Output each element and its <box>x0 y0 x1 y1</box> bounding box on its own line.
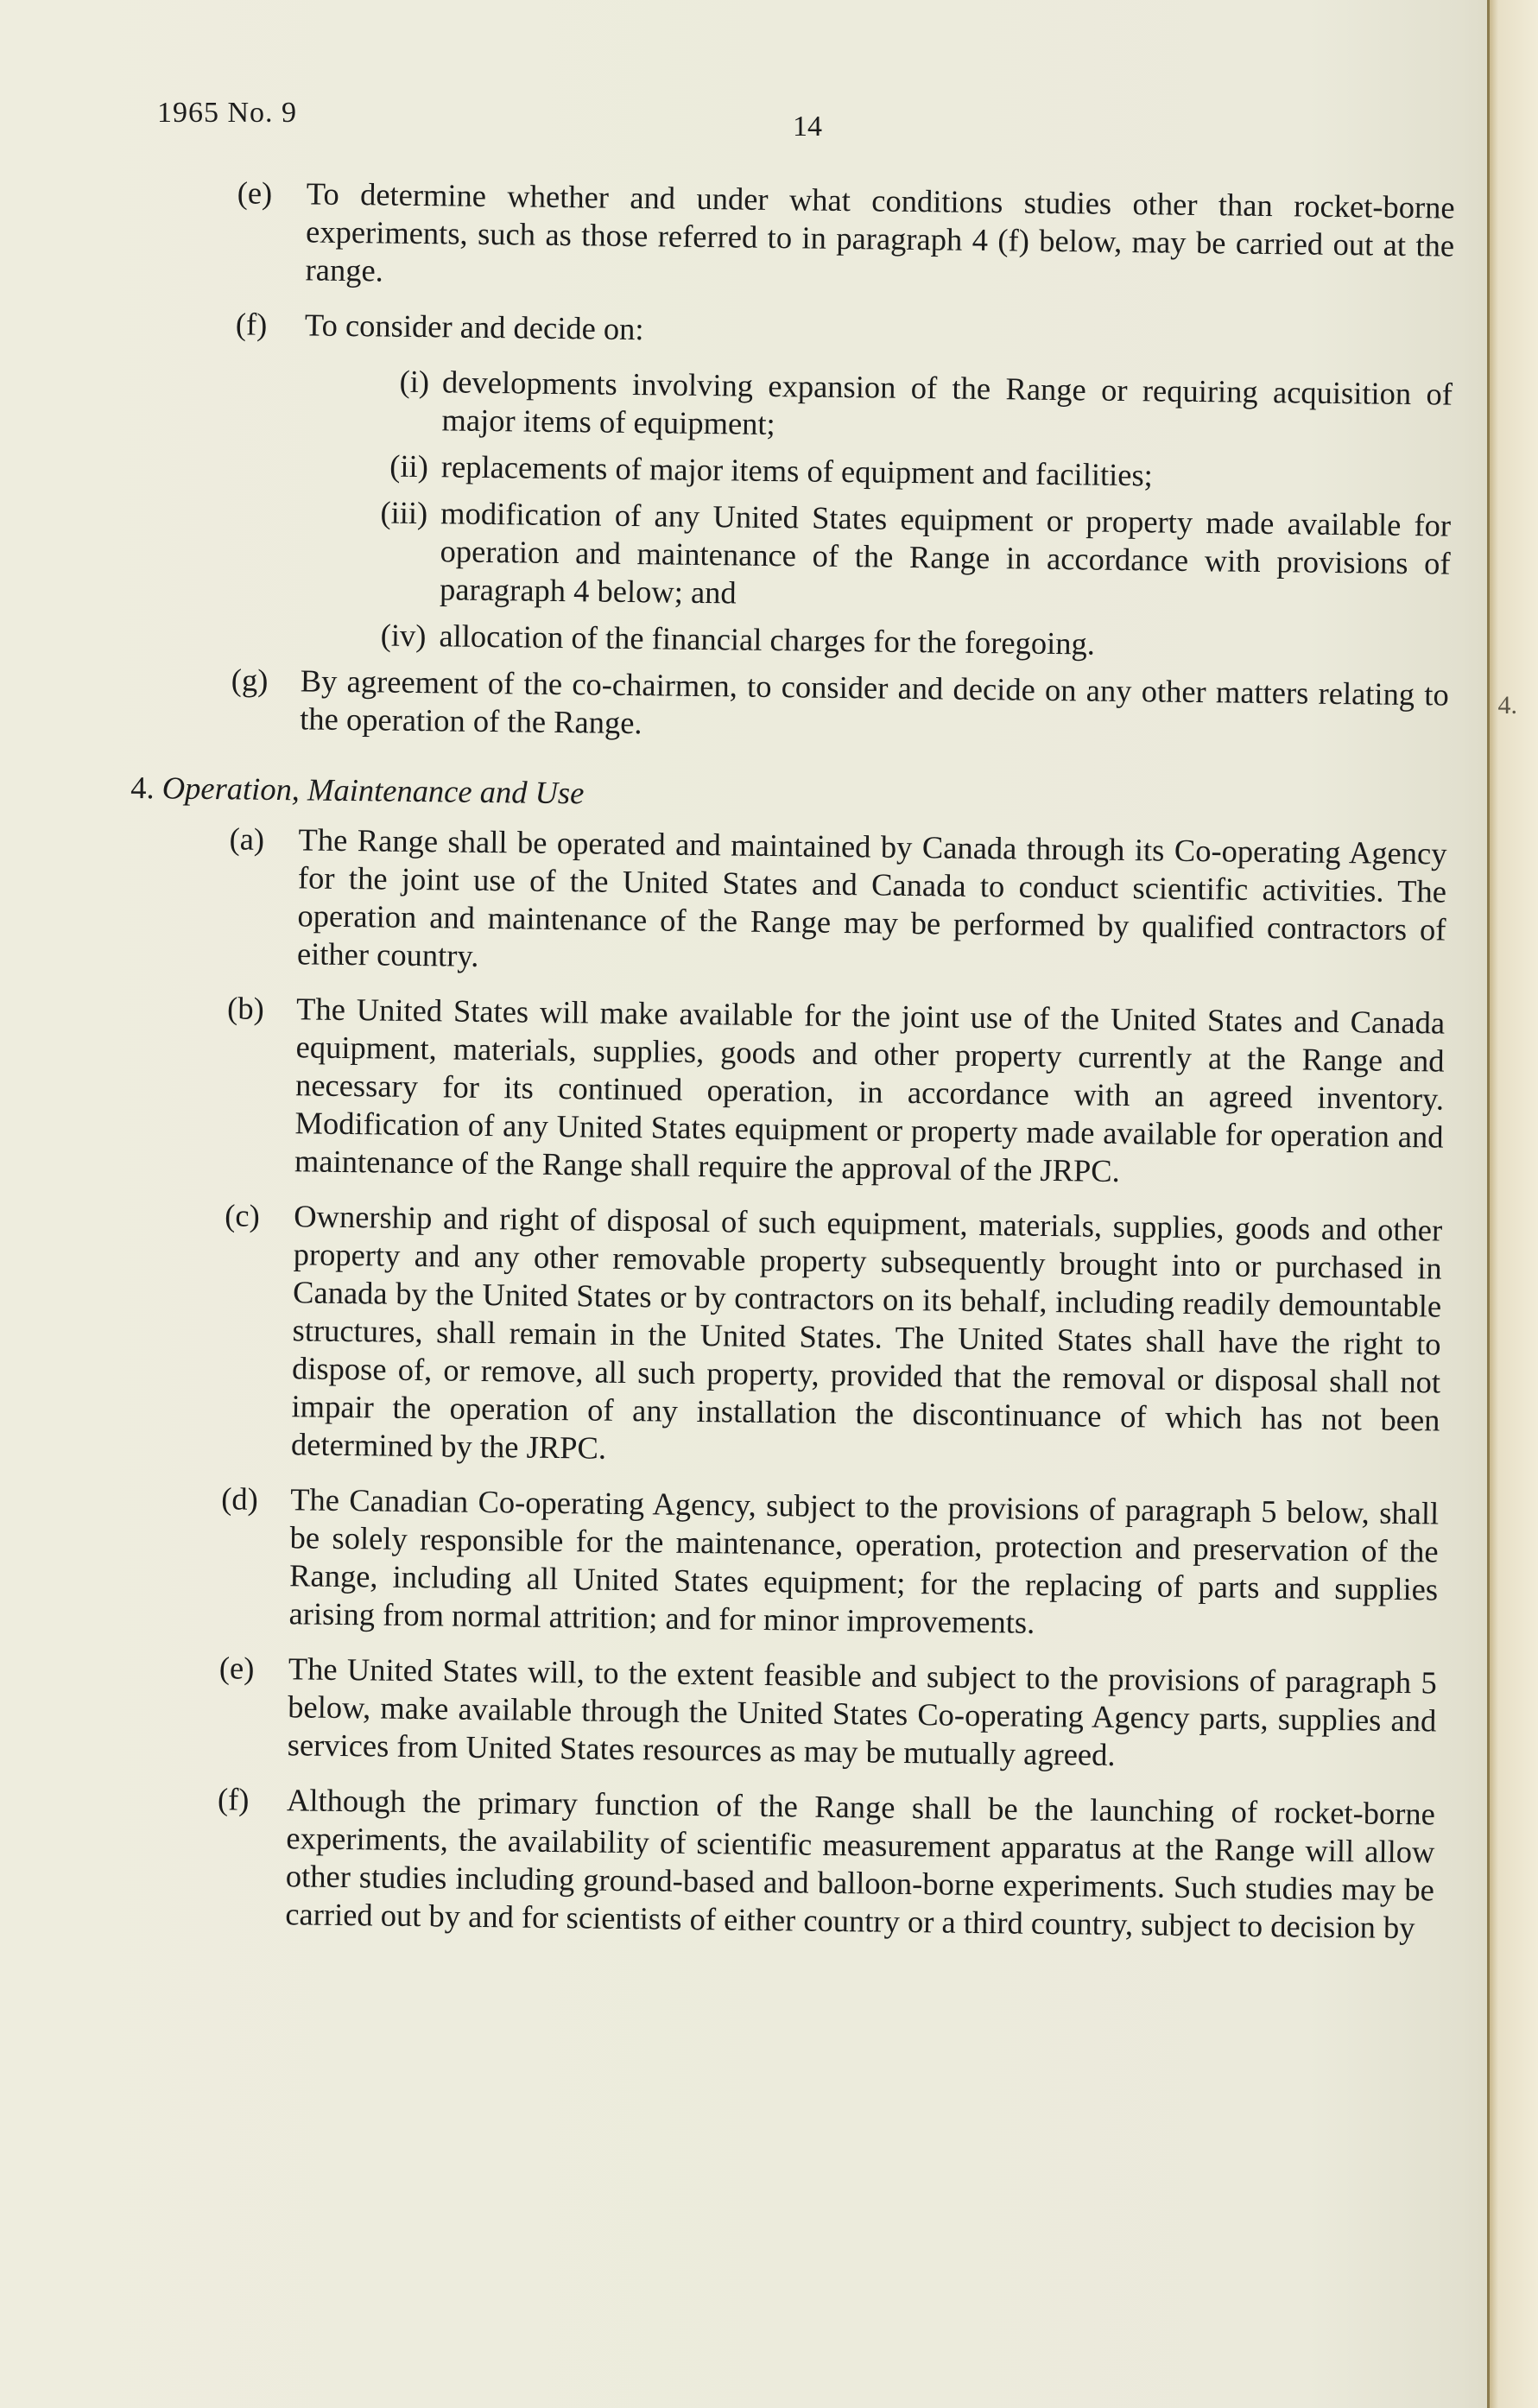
subparagraph-i <box>135 359 1465 452</box>
paragraph-4b <box>126 988 1459 1194</box>
book-gutter <box>1487 0 1538 2408</box>
item-text: To determine whether and under what conditions studies other than rocket-borne experiments, such as those referred to in paragraph 4 (f) below, may be carried out at the range. <box>305 175 1455 288</box>
document-citation: 1965 No. 9 <box>157 97 298 129</box>
item-text: Ownership and right of disposal of such equipment, materials, supplies, goods and other property and any other removable property subsequently brought into or purchased in Canada by the United States or by contractors on its behalf, including readily demountable structures, shall remain in the United States. The United States shall have the right to dispose of, or remove, all such property, provided that the removal or disposal shall not impair the operation of any installation the discontinuance of which has not been determined by the JRPC. <box>290 1198 1443 1466</box>
paragraph-3e <box>136 173 1467 303</box>
paragraph-3g <box>131 660 1462 752</box>
item-label: (e) <box>237 174 273 211</box>
subitem-text: developments involving expansion of the Range or requiring acquisition of major items of equipment; <box>441 364 1453 442</box>
paragraph-4c <box>123 1195 1456 1478</box>
item-label: (g) <box>231 662 269 698</box>
paragraph-4e <box>119 1648 1450 1778</box>
document-body <box>117 173 1468 1948</box>
paragraph-4f <box>117 1779 1448 1948</box>
item-label: (c) <box>225 1197 261 1233</box>
item-label: (a) <box>229 821 265 857</box>
item-label: (f) <box>217 1781 250 1817</box>
section-number: 4. <box>130 769 155 806</box>
subitem-label: (ii) <box>389 447 429 485</box>
gutter-mark: 4. <box>1497 691 1517 719</box>
item-text: By agreement of the co-chairmen, to consider and decide on any other matters relating to the operation of the Range. <box>300 662 1449 741</box>
section-heading <box>130 769 1460 823</box>
section-title: Operation, Maintenance and Use <box>161 770 585 811</box>
subitem-text: modification of any United States equipment or property made available for operation and maintenance of the Range in accordance with provisions of paragraph 4 below; and <box>439 495 1452 611</box>
item-text: The United States will make available for the joint use of the United States and Canada equipment, materials, supplies, goods and other property currently at the Range and necessary for its continued operation, in accordance with an agreed inventory. Modification of any United States equipment or property made available for operation and maintenance of the Range shall require the approval of the JRPC. <box>294 991 1446 1188</box>
subitem-text: replacements of major items of equipment and facilities; <box>440 448 1154 493</box>
subitem-label: (iii) <box>380 494 428 531</box>
subparagraph-iii <box>133 491 1464 621</box>
item-label: (f) <box>235 306 268 342</box>
item-text: The Canadian Co-operating Agency, subject to the provisions of paragraph 5 below, shall be solely responsible for the maintenance, operation, protection and preservation of the Range, including all United States equipment; for the replacing of parts and supplies arising from normal attrition; and for minor improvements. <box>288 1481 1440 1640</box>
page-number: 14 <box>793 111 822 143</box>
subitem-text: allocation of the financial charges for the foregoing. <box>439 618 1096 662</box>
item-label: (b) <box>226 990 265 1026</box>
paragraph-4d <box>120 1479 1452 1647</box>
paragraph-4a <box>129 819 1460 987</box>
item-label: (d) <box>221 1480 259 1517</box>
item-text: Although the primary function of the Range shall be the launching of rocket-borne experiments, the availability of scientific measurement apparatus at the Range will allow other studies including ground-based and balloon-borne experiments. Such studies may be carried out by and for scientists of either country or a third country, subject to decision by <box>285 1782 1436 1946</box>
item-text: The United States will, to the extent feasible and subject to the provisions of paragraph 5 below, make available through the United States Co-operating Agency parts, supplies and services from United States resources as may be mutually agreed. <box>287 1651 1438 1772</box>
item-text: The Range shall be operated and maintained by Canada through its Co-operating Agency for the joint use of the United States and Canada to conduct scientific activities. The operation and maintenance of the Range may be performed by qualified contractors of either country. <box>296 821 1447 973</box>
item-label: (e) <box>218 1650 255 1686</box>
subitem-label: (iv) <box>380 617 427 654</box>
subitem-label: (i) <box>399 363 430 400</box>
item-text: To consider and decide on: <box>304 307 644 347</box>
